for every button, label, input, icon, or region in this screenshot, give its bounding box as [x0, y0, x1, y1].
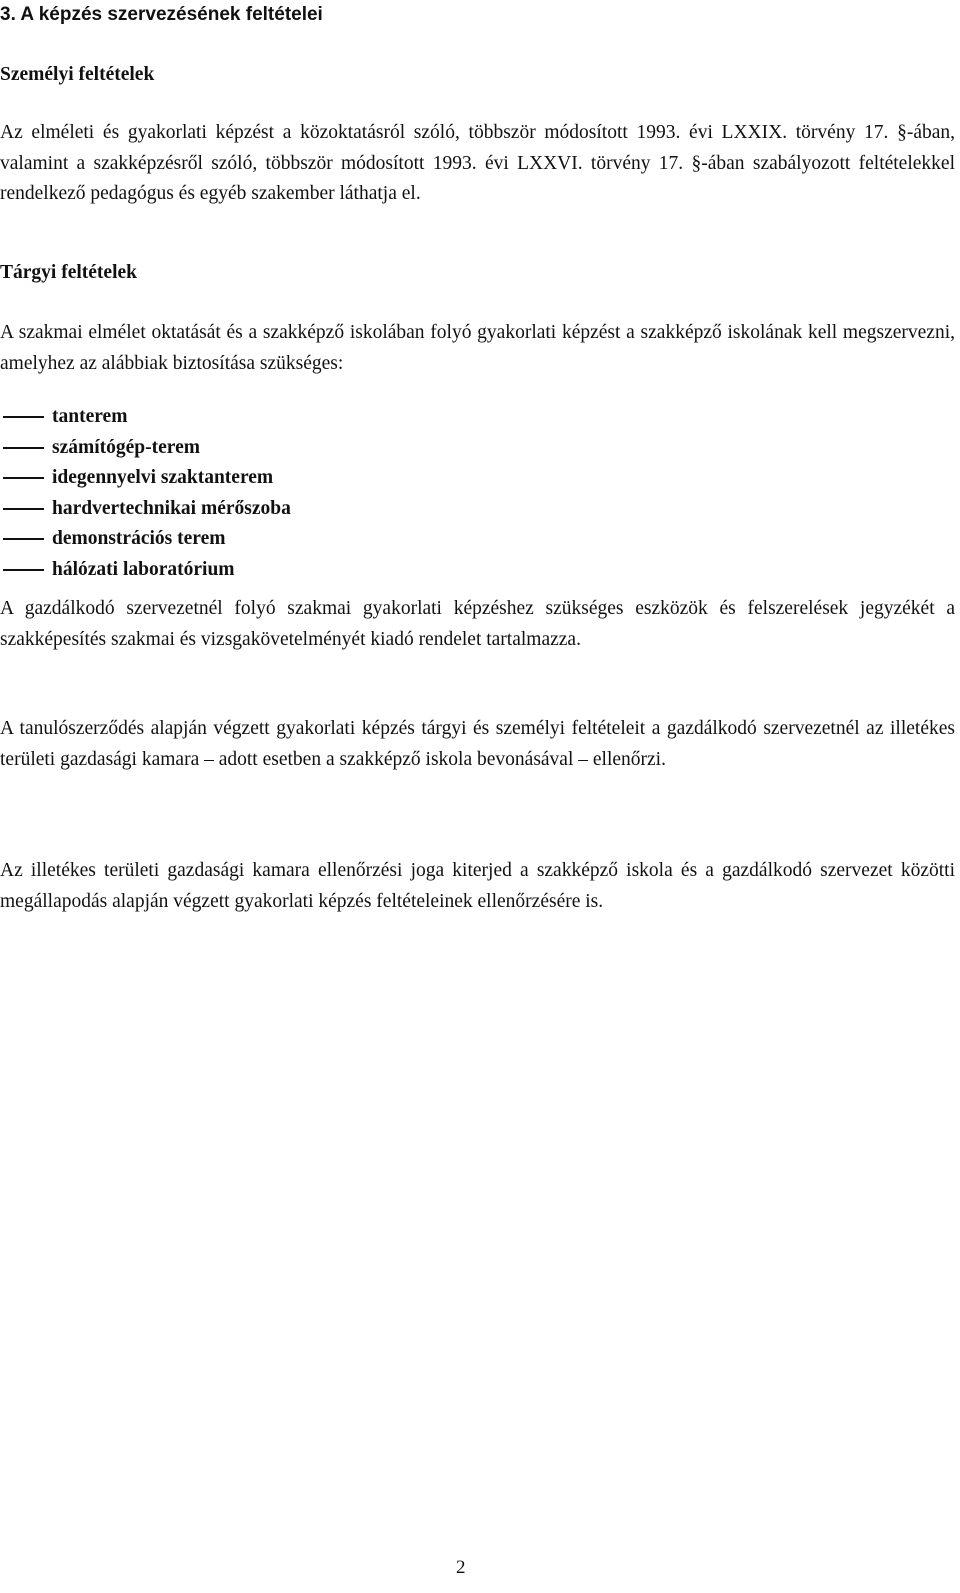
dash-bullet-icon	[3, 416, 44, 418]
list-item	[0, 402, 291, 433]
dash-bullet-icon	[3, 447, 44, 449]
material-requirements-intro: A szakmai elmélet oktatását és a szakképző iskolában folyó gyakorlati képzést a szakképző iskolának kell megszervezni, amelyhez az alábbiak biztosítása szükséges:	[0, 322, 955, 374]
personal-requirements-heading: Személyi feltételek	[0, 64, 155, 85]
dash-bullet-icon	[3, 569, 44, 571]
list-item	[0, 463, 291, 494]
list-item-label: demonstrációs terem	[52, 528, 226, 549]
list-item-label: számítógép-terem	[52, 436, 200, 458]
page-number: 2	[456, 1557, 466, 1578]
list-item-label: hardvertechnikai mérőszoba	[52, 497, 291, 519]
personal-requirements-paragraph: Az elméleti és gyakorlati képzést a közoktatásról szóló, többször módosított 1993. évi LXXIX. törvény 17. §-ában, valamint a szakképzésről szóló, többször módosított 1993. évi LXXVI. törvény 17. §-ában szabályozott feltételekkel rendelkező pedagógus és egyéb szakember láthatja el.	[0, 122, 955, 204]
dash-bullet-icon	[3, 477, 44, 479]
list-item-label: tanterem	[52, 406, 128, 427]
required-rooms-list	[0, 402, 291, 585]
equipment-list-paragraph: A gazdálkodó szervezetnél folyó szakmai gyakorlati képzéshez szükséges eszközök és felszerelések jegyzékét a szakképesítés szakmai és vizsgakövetelményét kiadó rendelet tartalmazza.	[0, 598, 955, 650]
section-heading: 3. A képzés szervezésének feltételei	[0, 4, 323, 25]
dash-bullet-icon	[3, 508, 44, 510]
dash-bullet-icon	[3, 538, 44, 540]
list-item	[0, 433, 291, 464]
material-requirements-heading: Tárgyi feltételek	[0, 262, 137, 283]
list-item-label: hálózati laboratórium	[52, 558, 235, 580]
list-item	[0, 524, 291, 555]
list-item	[0, 494, 291, 525]
list-item	[0, 555, 291, 586]
apprenticeship-control-paragraph: A tanulószerződés alapján végzett gyakorlati képzés tárgyi és személyi feltételeit a gazdálkodó szervezetnél az illetékes területi gazdasági kamara – adott esetben a szakképző iskola bevonásával – ellenőrzi.	[0, 718, 955, 770]
chamber-control-paragraph: Az illetékes területi gazdasági kamara ellenőrzési joga kiterjed a szakképző iskola és a gazdálkodó szervezet közötti megállapodás alapján végzett gyakorlati képzés feltételeinek ellenőrzésére is.	[0, 860, 955, 912]
list-item-label: idegennyelvi szaktanterem	[52, 467, 274, 488]
